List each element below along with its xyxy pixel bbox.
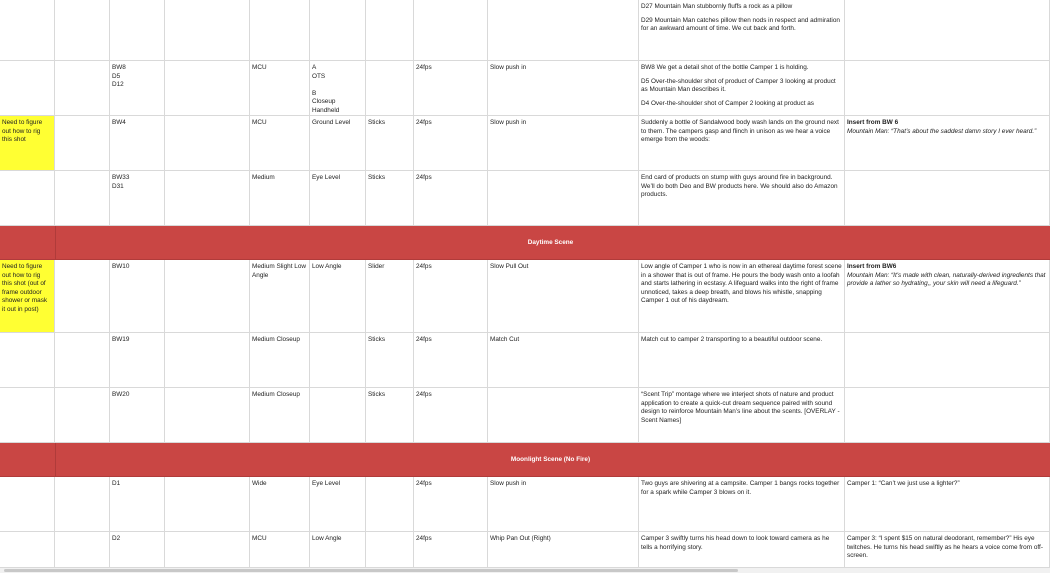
cell-movement[interactable] (488, 0, 639, 60)
cell-audio[interactable] (845, 260, 1050, 332)
cell-frame-rate[interactable]: 24fps (414, 388, 488, 442)
audio-dialogue: Mountain Man: “It’s made with clean, naturally-derived ingredients that provide a lather so hydrating,, your skin will need a lifeguard.” (847, 271, 1048, 288)
cell-audio[interactable] (845, 532, 1050, 567)
table-row (0, 477, 1050, 532)
cell-frame-rate[interactable]: 24fps (414, 532, 488, 567)
audio-insert-heading: Insert from BW 6 (847, 119, 899, 126)
action-line: Camper 3 swiftly turns his head down to look toward camera as he tells a horrifying story. (641, 535, 832, 551)
cell-camera-angle[interactable]: Low Angle (310, 260, 366, 332)
cell-audio[interactable] (845, 333, 1050, 387)
cell-note[interactable] (0, 333, 55, 387)
cell-blank[interactable] (55, 333, 110, 387)
cell-camera-angle[interactable]: Low Angle (310, 532, 366, 567)
cell-blank[interactable] (55, 477, 110, 531)
cell-shot-id[interactable]: BW4 (110, 116, 165, 170)
cell-camera-angle[interactable]: Ground Level (310, 116, 366, 170)
cell-blank[interactable] (55, 388, 110, 442)
cell-note[interactable] (0, 477, 55, 531)
cell-blank[interactable] (165, 388, 250, 442)
cell-note[interactable]: Need to figure out how to rig this shot (out of frame outdoor shower or mask it out in post) (0, 260, 55, 332)
cell-note[interactable] (0, 388, 55, 442)
cell-action[interactable] (639, 388, 845, 442)
action-line: End card of products on stump with guys around fire in background. We’ll do both Deo and BW products here. We should also do Amazon products. (641, 174, 840, 199)
cell-camera-angle[interactable] (310, 0, 366, 60)
cell-blank[interactable] (55, 61, 110, 115)
scene-header-row[interactable] (0, 443, 1050, 477)
cell-support[interactable] (366, 477, 414, 531)
table-row (0, 388, 1050, 443)
cell-audio[interactable] (845, 388, 1050, 442)
action-line: D5 Over-the-shoulder shot of product of Camper 3 looking at product as Mountain Man describes it. (641, 77, 838, 94)
action-line: D4 Over-the-shoulder shot of Camper 2 looking at product as (641, 99, 814, 107)
action-line: Suddenly a bottle of Sandalwood body wash lands on the ground next to them. The campers gasp and flinch in unison as we hear a voice emerge from the woods: (641, 119, 841, 144)
cell-camera-angle[interactable] (310, 388, 366, 442)
table-row (0, 532, 1050, 568)
cell-audio[interactable] (845, 171, 1050, 225)
cell-shot-size[interactable]: Medium Slight Low Angle (250, 260, 310, 332)
cell-blank[interactable] (165, 116, 250, 170)
cell-shot-id[interactable] (110, 0, 165, 60)
cell-action[interactable] (639, 116, 845, 170)
cell-movement[interactable]: Slow push in (488, 116, 639, 170)
table-row (0, 333, 1050, 388)
cell-frame-rate[interactable]: 24fps (414, 61, 488, 115)
cell-audio[interactable] (845, 61, 1050, 115)
cell-note[interactable] (0, 61, 55, 115)
cell-audio[interactable] (845, 0, 1050, 60)
cell-frame-rate[interactable]: 24fps (414, 171, 488, 225)
audio-insert-heading: Insert from BW6 (847, 263, 897, 270)
cell-frame-rate[interactable]: 24fps (414, 116, 488, 170)
action-line: BW8 We get a detail shot of the bottle Camper 1 is holding. (641, 64, 809, 71)
cell-support[interactable] (366, 532, 414, 567)
cell-action[interactable] (639, 0, 845, 60)
table-row (0, 0, 1050, 61)
cell-shot-id[interactable]: D2 (110, 532, 165, 567)
scene-header-cell[interactable] (0, 443, 56, 476)
cell-support[interactable]: Sticks (366, 171, 414, 225)
cell-shot-size[interactable]: MCU (250, 532, 310, 567)
cell-support[interactable]: Slider (366, 260, 414, 332)
cell-shot-size[interactable]: MCU (250, 116, 310, 170)
cell-shot-id[interactable]: BW19 (110, 333, 165, 387)
action-line: Two guys are shivering at a campsite. Camper 1 bangs rocks together for a spark while Camper 3 blows on it. (641, 480, 841, 496)
scrollbar-thumb[interactable] (4, 569, 738, 572)
audio-dialogue: Camper 1: “Can’t we just use a lighter?” (847, 480, 960, 487)
cell-shot-id[interactable]: BW10 (110, 260, 165, 332)
cell-action[interactable] (639, 477, 845, 531)
cell-support[interactable] (366, 0, 414, 60)
cell-blank[interactable] (165, 333, 250, 387)
cell-blank[interactable] (165, 61, 250, 115)
cell-frame-rate[interactable] (414, 0, 488, 60)
cell-audio[interactable] (845, 477, 1050, 531)
cell-movement[interactable]: Slow Pull Out (488, 260, 639, 332)
cell-movement[interactable]: Slow push in (488, 61, 639, 115)
cell-support[interactable]: Sticks (366, 333, 414, 387)
cell-movement[interactable]: Match Cut (488, 333, 639, 387)
cell-shot-size[interactable]: Medium Closeup (250, 333, 310, 387)
action-line: D27 Mountain Man stubbornly fluffs a rock as a pillow (641, 3, 793, 10)
cell-audio[interactable] (845, 116, 1050, 170)
cell-blank[interactable] (55, 532, 110, 567)
cell-blank[interactable] (55, 260, 110, 332)
cell-shot-id[interactable]: BW33 D31 (110, 171, 165, 225)
cell-movement[interactable]: Whip Pan Out (Right) (488, 532, 639, 567)
action-line: Match cut to camper 2 transporting to a beautiful outdoor scene. (641, 336, 823, 343)
cell-shot-size[interactable] (250, 0, 310, 60)
cell-frame-rate[interactable]: 24fps (414, 333, 488, 387)
cell-shot-size[interactable]: MCU (250, 61, 310, 115)
cell-action[interactable] (639, 171, 845, 225)
table-row (0, 260, 1050, 333)
cell-movement[interactable]: Slow push in (488, 477, 639, 531)
audio-dialogue: Mountain Man: “That’s about the saddest damn story I ever heard.” (847, 127, 1037, 135)
cell-action[interactable] (639, 260, 845, 332)
cell-camera-angle[interactable]: A OTS B Closeup Handheld (310, 61, 366, 115)
cell-note[interactable]: Need to figure out how to rig this shot (0, 116, 55, 170)
cell-blank[interactable] (55, 116, 110, 170)
horizontal-scrollbar[interactable] (0, 568, 1050, 573)
scene-header-row[interactable] (0, 226, 1050, 260)
cell-note[interactable] (0, 532, 55, 567)
cell-blank[interactable] (55, 171, 110, 225)
cell-note[interactable] (0, 171, 55, 225)
cell-support[interactable]: Sticks (366, 116, 414, 170)
cell-blank[interactable] (165, 171, 250, 225)
action-line: Low angle of Camper 1 who is now in an ethereal daytime forest scene in a shower that is out of frame. He pours the body wash onto a loofah and starts lathering in ecstasy. A lifeguard walks into the right of frame unnoticed, takes a deep breath, and blows his whistle, snapping Camper 1 out of his daydream. (641, 263, 844, 305)
table-row (0, 116, 1050, 171)
action-line: D29 Mountain Man catches pillow then nods in respect and admiration for an awkward amount of time. We cut back and forth. (641, 16, 842, 33)
cell-movement[interactable] (488, 388, 639, 442)
cell-blank[interactable] (165, 0, 250, 60)
cell-shot-size[interactable]: Medium Closeup (250, 388, 310, 442)
cell-shot-id[interactable]: D1 (110, 477, 165, 531)
cell-camera-angle[interactable]: Eye Level (310, 477, 366, 531)
cell-shot-size[interactable]: Medium (250, 171, 310, 225)
cell-shot-size[interactable]: Wide (250, 477, 310, 531)
action-line: “Scent Trip” montage where we interject shots of nature and product application to create a quick-cut dream sequence paired with sound design to reinforce Mountain Man’s line about the scents. [OVERLAY - Scent Names] (641, 391, 842, 424)
cell-camera-angle[interactable] (310, 333, 366, 387)
cell-shot-id[interactable]: BW8 D5 D12 (110, 61, 165, 115)
scene-title: Moonlight Scene (No Fire) (510, 456, 591, 463)
scene-title: Daytime Scene (527, 239, 574, 246)
cell-blank[interactable] (165, 477, 250, 531)
cell-action[interactable] (639, 333, 845, 387)
cell-blank[interactable] (55, 0, 110, 60)
cell-note[interactable] (0, 0, 55, 60)
cell-action[interactable] (639, 61, 845, 115)
cell-action[interactable] (639, 532, 845, 567)
cell-shot-id[interactable]: BW20 (110, 388, 165, 442)
scene-header-cell[interactable] (0, 226, 56, 259)
cell-blank[interactable] (165, 532, 250, 567)
cell-frame-rate[interactable]: 24fps (414, 260, 488, 332)
cell-support[interactable]: Sticks (366, 388, 414, 442)
cell-blank[interactable] (165, 260, 250, 332)
table-row (0, 171, 1050, 226)
table-row (0, 61, 1050, 116)
cell-frame-rate[interactable]: 24fps (414, 477, 488, 531)
cell-support[interactable] (366, 61, 414, 115)
cell-movement[interactable] (488, 171, 639, 225)
cell-camera-angle[interactable]: Eye Level (310, 171, 366, 225)
audio-dialogue: Camper 3: “I spent $15 on natural deodorant, remember?” His eye twitches. He turns his head swiftly as he hears a voice come from off-screen. (847, 535, 1043, 560)
